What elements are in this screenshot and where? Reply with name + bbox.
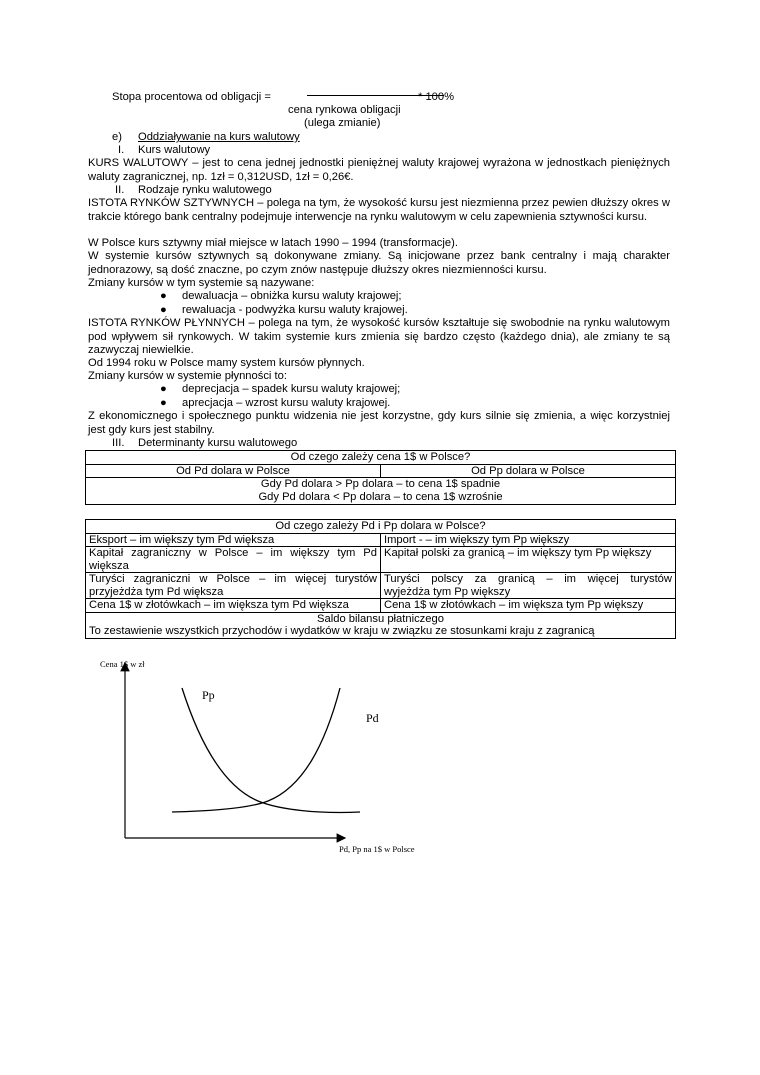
section-e-label: e) xyxy=(112,131,122,143)
list-item: ● deprecjacja – spadek kursu waluty krajowej; xyxy=(160,383,401,395)
table-row: Eksport – im większy tym Pd większa Import - – im większy tym Pp większy xyxy=(86,533,676,547)
table2-footer: Saldo bilansu płatniczego To zestawienie wszystkich przychodów i wydatków w kraju w związku ze stosunkami kraju z zagranicą xyxy=(86,612,676,638)
formula-note: (ulega zmianie) xyxy=(304,117,381,129)
formula-multiplier: * 100% xyxy=(418,91,455,103)
table-row: Cena 1$ w złotówkach – im większa tym Pd większa Cena 1$ w złotówkach – im większa tym Pp większy xyxy=(86,599,676,613)
pp-curve xyxy=(182,688,360,813)
plynne-definition: ISTOTA RYNKÓW PŁYNNYCH – polega na tym, że wysokość kursów kształtuje się swobodnie na rynku walutowym pod wpływem sił rynkowych. W takim systemie kurs zmienia się bardzo często (każdego dnia), ale zmiany te są zazwyczaj niewielkie. xyxy=(88,317,670,356)
bullet-icon: ● xyxy=(160,304,167,316)
kurs-definition: KURS WALUTOWY – jest to cena jednej jednostki pieniężnej waluty krajowej wyrażona w jednostkach pieniężnych waluty zagranicznej, np. 1zł = 0,312USD, 1zł = 0,26€. xyxy=(88,157,670,183)
formula-lhs: Stopa procentowa od obligacji = xyxy=(112,91,271,103)
x-axis-label: Pd, Pp na 1$ w Polsce xyxy=(339,844,415,854)
y-axis-label: Cena 1$ w zł xyxy=(100,659,145,669)
bullet-icon: ● xyxy=(160,290,167,302)
table1-col-left: Od Pd dolara w Polsce xyxy=(86,464,381,478)
table1-header: Od czego zależy cena 1$ w Polsce? xyxy=(86,451,676,465)
list-item: ● dewaluacja – obniżka kursu waluty krajowej; xyxy=(160,290,402,302)
polska-plynny: Od 1994 roku w Polsce mamy system kursów płynnych. xyxy=(88,357,365,369)
bullet-icon: ● xyxy=(160,397,167,409)
sec3-title: Determinanty kursu walutowego xyxy=(138,437,298,449)
bullet-icon: ● xyxy=(160,383,167,395)
polska-sztywny: W Polsce kurs sztywny miał miejsce w latach 1990 – 1994 (transformacje). xyxy=(88,237,458,249)
pd-curve xyxy=(172,688,340,812)
table-row: Kapitał zagraniczny w Polsce – im większy tym Pd większa Kapitał polski za granicą – im większy tym Pp większy xyxy=(86,547,676,573)
sec3-num: III. xyxy=(112,437,125,449)
sec1-num: I. xyxy=(118,144,125,156)
list-item: ● aprecjacja – wzrost kursu waluty krajowej. xyxy=(160,397,391,409)
table-row: Gdy Pd dolara > Pp dolara – to cena 1$ spadnie Gdy Pd dolara < Pp dolara – to cena 1$ wzrośnie xyxy=(86,478,676,505)
pp-label: Pp xyxy=(202,688,215,702)
sec2-title: Rodzaje rynku walutowego xyxy=(138,184,272,196)
ekonomia-paragraph: Z ekonomicznego i społecznego punktu widzenia nie jest korzystne, gdy kurs silnie się zmienia, a więc korzystniej jest gdy kurs jest stabilny. xyxy=(88,410,670,436)
sec1-title: Kurs walutowy xyxy=(138,144,211,156)
plynnosc-intro: Zmiany kursów w systemie płynności to: xyxy=(88,370,287,382)
sztywne-definition: ISTOTA RYNKÓW SZTYWNYCH – polega na tym, że wysokość kursu jest niezmienna przez pewien dłuższy okres w trakcie którego bank centralny podejmuje interwencje na rynku walutowym w celu zapewnienia sztywności kursu. xyxy=(88,197,670,223)
table1-col-right: Od Pp dolara w Polsce xyxy=(381,464,676,478)
list-item: ● rewaluacja - podwyżka kursu waluty krajowej. xyxy=(160,304,408,316)
formula-denominator: cena rynkowa obligacji xyxy=(288,104,401,116)
table2-header: Od czego zależy Pd i Pp dolara w Polsce? xyxy=(86,520,676,534)
pd-label: Pd xyxy=(366,711,379,725)
section-e-title: Oddziaływanie na kurs walutowy xyxy=(138,131,300,143)
zmiany-intro: Zmiany kursów w tym systemie są nazywane: xyxy=(88,277,315,289)
table-row: Turyści zagraniczni w Polsce – im więcej turystów przyjeżdża tym Pd większa Turyści polscy za granicą – im więcej turystów wyjeżdża tym Pp większy xyxy=(86,573,676,599)
system-sztywny: W systemie kursów sztywnych są dokonywane zmiany. Są inicjowane przez bank centralny i mają charakter jednorazowy, są dość znaczne, po czym znów następuje dłuższy okres niezmienności kursu. xyxy=(88,250,670,276)
sec2-num: II. xyxy=(115,184,125,196)
